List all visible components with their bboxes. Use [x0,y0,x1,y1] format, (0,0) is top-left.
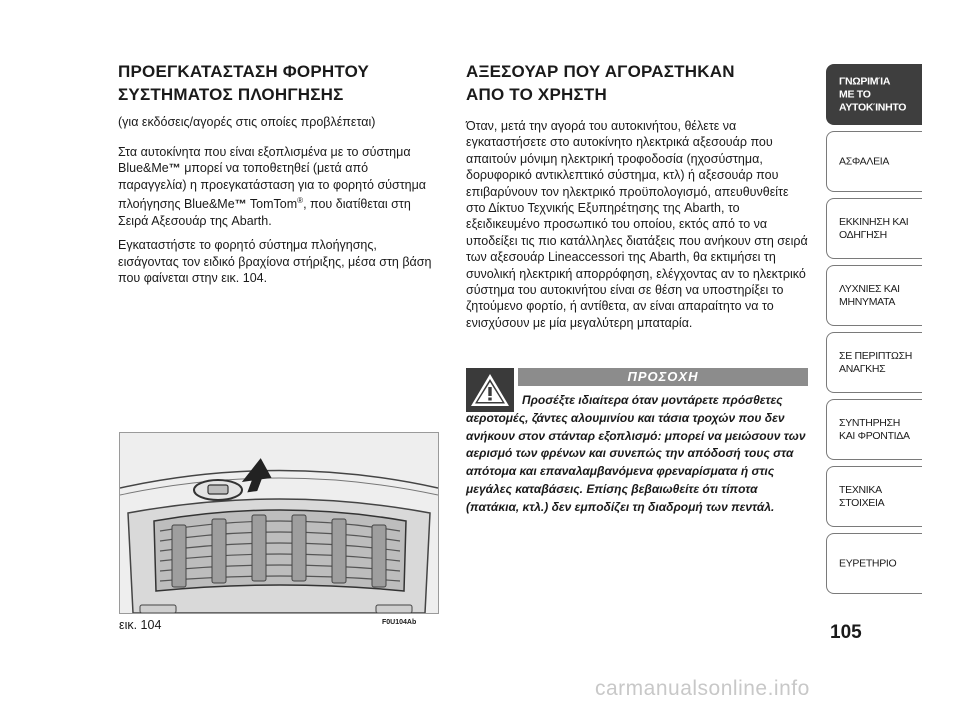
title-line-1: ΠΡΟΕΓΚΑΤΑΣΤΑΣΗ ΦΟΡΗΤΟΥ [118,62,370,81]
trademark-1: ™ [168,161,181,176]
tab-technical-data[interactable] [826,466,922,527]
tab-safety[interactable] [826,131,922,192]
chapter-tabs [826,64,922,600]
figure-caption: εικ. 104 [119,618,162,632]
p1-part-c: TomTom [246,197,298,212]
warning-header: ΠΡΟΣΟΧΗ [518,368,808,386]
tab-index[interactable] [826,533,922,594]
figure-104-air-vent [119,432,439,614]
p1-part-b: μπορεί να τοποθετηθεί (μετά από παραγγελία) η προεγκατάσταση για το φορητό σύστημα πλοήγησης Blue&Me [118,161,427,212]
title-line-1: ΑΞΕΣΟΥΑΡ ΠΟΥ ΑΓΟΡΑΣΤΗΚΑΝ [466,62,735,81]
section-subtitle: (για εκδόσεις/αγορές στις οποίες προβλέπεται) [118,115,376,129]
section-title-navigation [118,60,438,106]
tab-getting-to-know[interactable] [826,64,922,125]
tab-label: ΤΕΧΝΙΚΑ ΣΤΟΙΧΕΙΑ [839,483,885,509]
tab-emergency[interactable] [826,332,922,393]
section-title-accessories [466,60,811,106]
page-number: 105 [830,622,862,643]
tab-label: ΑΣΦΑΛΕΙΑ [839,155,890,167]
tab-warning-lights[interactable] [826,265,922,326]
tab-label: ΕΥΡΕΤΗΡΙΟ [839,557,897,569]
registered-mark: ® [297,196,304,206]
warning-text: Προσέξτε ιδιαίτερα όταν μοντάρετε πρόσθετες αεροτομές, ζάντες αλουμινίου και τάσια τροχών που δεν ανήκουν στον στάνταρ εξοπλισμό: μπορεί να μειώσουν των αερισμό των φρένων και συνεπώς την απόδοσή τους στα απότομα και επαναλαμβανόμενα φρεναρίσματα ή στις μεγάλες καταβάσεις. Επίσης βεβαιωθείτε ότι τίποτα (πατάκια, κτλ.) δεν εμποδίζει τη διαδρομή των πεντάλ. [466,393,806,514]
right-column [466,60,811,339]
title-line-2: ΣΥΣΤΗΜΑΤΟΣ ΠΛΟΗΓΗΣΗΣ [118,85,344,104]
title-line-2: ΑΠΟ ΤΟ ΧΡΗΣΤΗ [466,85,607,104]
p1-part-d: , που διατίθεται στη Σειρά Αξεσουάρ της Abarth. [118,197,411,228]
accessories-paragraph: Όταν, μετά την αγορά του αυτοκινήτου, θέλετε να εγκαταστήσετε στο αυτοκίνητο ηλεκτρικά αξεσουάρ που απαιτούν μόνιμη ηλεκτρική τροφοδοσία (ηχοσύστημα, δορυφορικό αντικλεπτικό σύστημα, κτλ) ή αξεσουάρ που επιβαρύνουν τον ηλεκτρικό προϋπολογισμό, απευθυνθείτε στο Δίκτυο Τεχνικής Εξυπηρέτησης της Abarth, το εξειδικευμένο προσωπικό του οποίου, εκτός από το να υποδείξει τις πιο κατάλληλες διατάξεις που ανήκουν στη σειρά των αξεσουάρ Lineaccessori της Abarth, θα εκτιμήσει τη συνολική ηλεκτρική απορρόφηση, ελέγχοντας αν το ηλεκτρικό σύστημα του αυτοκινήτου είναι σε θέση να υποστηρίξει το ζητούμενο φορτίο, ή αντίθετα, αν είναι απαραίτητο να το ενισχύσουν με μία μεγαλύτερη μπαταρία. [466,119,808,330]
tab-maintenance[interactable] [826,399,922,460]
watermark: carmanualsonline.info [595,677,810,700]
p1-part-a: Στα αυτοκίνητα που είναι εξοπλισμένα με το σύστημα Blue&Me [118,145,411,176]
tab-label: ΛΥΧΝΙΕΣ ΚΑΙ ΜΗΝΥΜΑΤΑ [839,282,900,308]
tab-label: ΣΕ ΠΕΡΙΠΤΩΣΗ ΑΝΑΓΚΗΣ [839,349,913,375]
tab-label: ΣΥΝΤΗΡΗΣΗ ΚΑΙ ΦΡΟΝΤΙΔΑ [839,416,910,442]
dashboard-vent-illustration [120,433,438,613]
left-column [118,60,438,294]
figure-code: F0U104Ab [382,619,417,626]
paragraph-1 [118,144,438,229]
tab-label: ΕΚΚΙΝΗΣΗ ΚΑΙ ΟΔΗΓΗΣΗ [839,215,909,241]
paragraph-2: Εγκαταστήστε το φορητό σύστημα πλοήγησης, εισάγοντας τον ειδικό βραχίονα στήριξης, μέσα στη βάση που φαίνεται στην εικ. 104. [118,238,432,285]
trademark-2: ™ [234,197,247,212]
tab-label: ΓΝΩΡΙΜΊΑ ΜΕ ΤΟ ΑΥΤΟΚΊΝΗΤΟ [839,75,907,113]
tab-starting-driving[interactable] [826,198,922,259]
